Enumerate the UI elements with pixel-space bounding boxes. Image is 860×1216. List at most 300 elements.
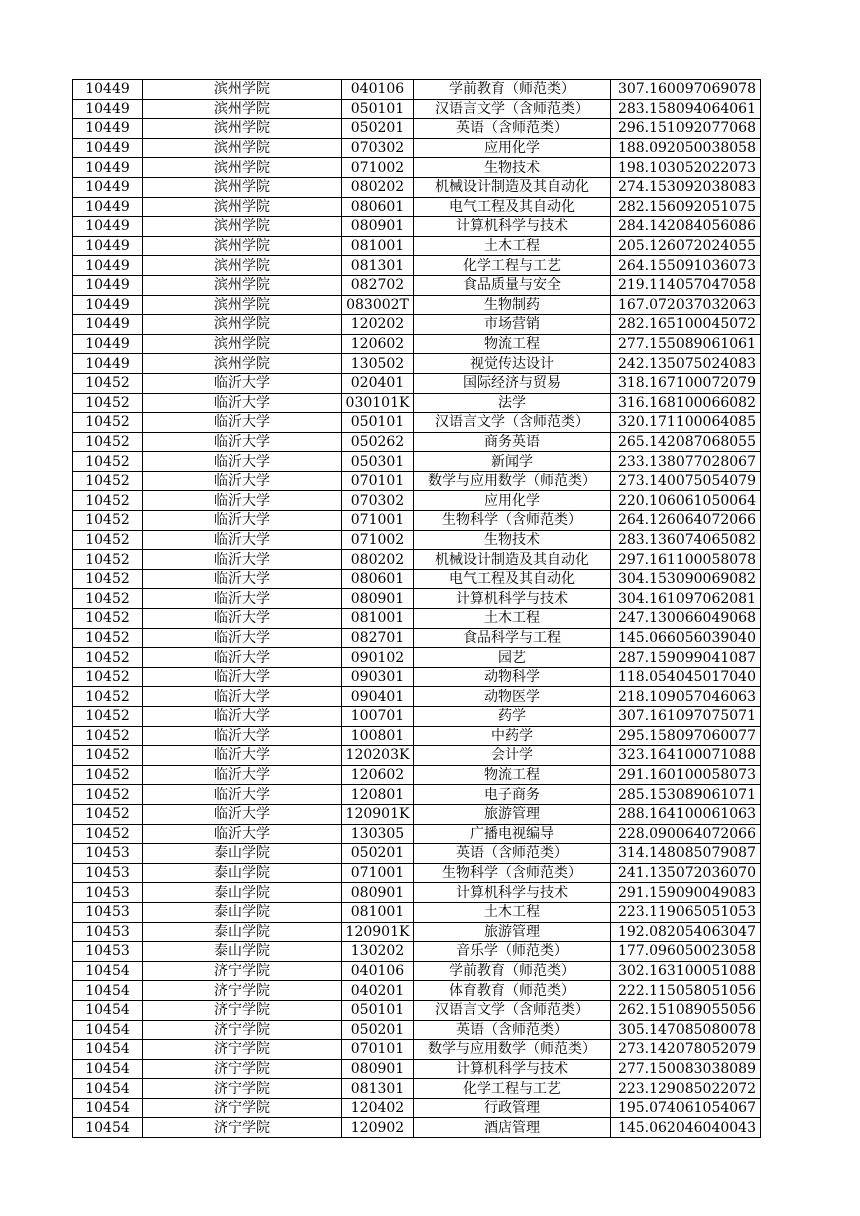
major-name-cell: 计算机科学与技术 bbox=[414, 589, 611, 609]
table-row bbox=[73, 1040, 761, 1060]
score-cell: 305.147085080078 bbox=[611, 1020, 761, 1040]
major-code-cell: 081301 bbox=[342, 256, 414, 276]
major-code-cell: 130502 bbox=[342, 354, 414, 374]
major-name-cell: 应用化学 bbox=[414, 491, 611, 511]
school-code-cell: 10452 bbox=[73, 804, 143, 824]
school-code-cell: 10452 bbox=[73, 373, 143, 393]
university-name-cell: 临沂大学 bbox=[143, 765, 342, 785]
score-cell: 228.090064072066 bbox=[611, 824, 761, 844]
table-row bbox=[73, 550, 761, 570]
university-name-cell: 滨州学院 bbox=[143, 334, 342, 354]
major-code-cell: 071001 bbox=[342, 511, 414, 531]
score-cell: 177.096050023058 bbox=[611, 942, 761, 962]
score-cell: 307.161097075071 bbox=[611, 707, 761, 727]
data-table bbox=[72, 79, 761, 1138]
university-name-cell: 临沂大学 bbox=[143, 491, 342, 511]
score-cell: 323.164100071088 bbox=[611, 746, 761, 766]
major-code-cell: 090401 bbox=[342, 687, 414, 707]
score-cell: 195.074061054067 bbox=[611, 1098, 761, 1118]
school-code-cell: 10453 bbox=[73, 922, 143, 942]
major-name-cell: 广播电视编导 bbox=[414, 824, 611, 844]
school-code-cell: 10449 bbox=[73, 315, 143, 335]
table-row bbox=[73, 530, 761, 550]
school-code-cell: 10449 bbox=[73, 99, 143, 119]
score-cell: 316.168100066082 bbox=[611, 393, 761, 413]
school-code-cell: 10449 bbox=[73, 236, 143, 256]
major-code-cell: 120402 bbox=[342, 1098, 414, 1118]
score-cell: 277.155089061061 bbox=[611, 334, 761, 354]
score-cell: 291.160100058073 bbox=[611, 765, 761, 785]
school-code-cell: 10452 bbox=[73, 452, 143, 472]
major-code-cell: 071002 bbox=[342, 530, 414, 550]
major-code-cell: 080901 bbox=[342, 1059, 414, 1079]
major-code-cell: 050201 bbox=[342, 119, 414, 139]
score-cell: 295.158097060077 bbox=[611, 726, 761, 746]
major-name-cell: 生物科学（含师范类） bbox=[414, 511, 611, 531]
table-row bbox=[73, 707, 761, 727]
school-code-cell: 10452 bbox=[73, 550, 143, 570]
score-cell: 247.130066049068 bbox=[611, 609, 761, 629]
school-code-cell: 10453 bbox=[73, 942, 143, 962]
table-row bbox=[73, 628, 761, 648]
table-row bbox=[73, 824, 761, 844]
score-cell: 192.082054063047 bbox=[611, 922, 761, 942]
school-code-cell: 10454 bbox=[73, 1098, 143, 1118]
table-row bbox=[73, 138, 761, 158]
school-code-cell: 10453 bbox=[73, 902, 143, 922]
major-name-cell: 市场营销 bbox=[414, 315, 611, 335]
university-name-cell: 滨州学院 bbox=[143, 256, 342, 276]
school-code-cell: 10452 bbox=[73, 511, 143, 531]
university-name-cell: 临沂大学 bbox=[143, 413, 342, 433]
university-name-cell: 滨州学院 bbox=[143, 138, 342, 158]
table-row bbox=[73, 177, 761, 197]
score-cell: 167.072037032063 bbox=[611, 295, 761, 315]
school-code-cell: 10452 bbox=[73, 785, 143, 805]
major-code-cell: 081001 bbox=[342, 236, 414, 256]
major-code-cell: 020401 bbox=[342, 373, 414, 393]
university-name-cell: 济宁学院 bbox=[143, 961, 342, 981]
major-name-cell: 土木工程 bbox=[414, 902, 611, 922]
table-row bbox=[73, 119, 761, 139]
university-name-cell: 滨州学院 bbox=[143, 177, 342, 197]
score-cell: 145.066056039040 bbox=[611, 628, 761, 648]
table-row bbox=[73, 942, 761, 962]
school-code-cell: 10452 bbox=[73, 589, 143, 609]
university-name-cell: 济宁学院 bbox=[143, 1020, 342, 1040]
table-row bbox=[73, 765, 761, 785]
score-cell: 264.126064072066 bbox=[611, 511, 761, 531]
score-cell: 277.150083038089 bbox=[611, 1059, 761, 1079]
school-code-cell: 10449 bbox=[73, 217, 143, 237]
major-code-cell: 120901K bbox=[342, 804, 414, 824]
major-code-cell: 070302 bbox=[342, 138, 414, 158]
score-cell: 283.158094064061 bbox=[611, 99, 761, 119]
school-code-cell: 10454 bbox=[73, 1118, 143, 1138]
table-row bbox=[73, 354, 761, 374]
major-name-cell: 学前教育（师范类） bbox=[414, 961, 611, 981]
major-code-cell: 082702 bbox=[342, 275, 414, 295]
score-cell: 262.151089055056 bbox=[611, 1000, 761, 1020]
table-row bbox=[73, 99, 761, 119]
major-code-cell: 050201 bbox=[342, 1020, 414, 1040]
school-code-cell: 10449 bbox=[73, 177, 143, 197]
university-name-cell: 济宁学院 bbox=[143, 981, 342, 1001]
table-row bbox=[73, 275, 761, 295]
school-code-cell: 10454 bbox=[73, 1079, 143, 1099]
score-cell: 320.171100064085 bbox=[611, 413, 761, 433]
major-name-cell: 电气工程及其自动化 bbox=[414, 197, 611, 217]
major-name-cell: 中药学 bbox=[414, 726, 611, 746]
table-row bbox=[73, 80, 761, 100]
table-row bbox=[73, 785, 761, 805]
table-row bbox=[73, 373, 761, 393]
major-name-cell: 汉语言文学（含师范类） bbox=[414, 99, 611, 119]
university-name-cell: 临沂大学 bbox=[143, 667, 342, 687]
major-code-cell: 130202 bbox=[342, 942, 414, 962]
school-code-cell: 10449 bbox=[73, 256, 143, 276]
school-code-cell: 10452 bbox=[73, 628, 143, 648]
university-name-cell: 济宁学院 bbox=[143, 1118, 342, 1138]
score-cell: 314.148085079087 bbox=[611, 844, 761, 864]
school-code-cell: 10449 bbox=[73, 80, 143, 100]
score-cell: 291.159090049083 bbox=[611, 883, 761, 903]
university-name-cell: 滨州学院 bbox=[143, 354, 342, 374]
score-cell: 284.142084056086 bbox=[611, 217, 761, 237]
major-code-cell: 040106 bbox=[342, 80, 414, 100]
university-name-cell: 泰山学院 bbox=[143, 883, 342, 903]
score-cell: 304.153090069082 bbox=[611, 569, 761, 589]
table-row bbox=[73, 981, 761, 1001]
university-name-cell: 滨州学院 bbox=[143, 99, 342, 119]
score-cell: 273.142078052079 bbox=[611, 1040, 761, 1060]
university-name-cell: 滨州学院 bbox=[143, 158, 342, 178]
score-cell: 282.165100045072 bbox=[611, 315, 761, 335]
major-code-cell: 080601 bbox=[342, 569, 414, 589]
school-code-cell: 10452 bbox=[73, 569, 143, 589]
score-cell: 220.106061050064 bbox=[611, 491, 761, 511]
school-code-cell: 10449 bbox=[73, 119, 143, 139]
major-code-cell: 090102 bbox=[342, 648, 414, 668]
table-row bbox=[73, 471, 761, 491]
table-row bbox=[73, 1059, 761, 1079]
table-row bbox=[73, 883, 761, 903]
major-code-cell: 040106 bbox=[342, 961, 414, 981]
major-name-cell: 土木工程 bbox=[414, 236, 611, 256]
major-name-cell: 电气工程及其自动化 bbox=[414, 569, 611, 589]
major-name-cell: 机械设计制造及其自动化 bbox=[414, 550, 611, 570]
score-cell: 318.167100072079 bbox=[611, 373, 761, 393]
table-row bbox=[73, 315, 761, 335]
major-name-cell: 食品质量与安全 bbox=[414, 275, 611, 295]
university-name-cell: 临沂大学 bbox=[143, 550, 342, 570]
table-row bbox=[73, 491, 761, 511]
university-name-cell: 滨州学院 bbox=[143, 217, 342, 237]
major-name-cell: 生物技术 bbox=[414, 158, 611, 178]
major-code-cell: 120602 bbox=[342, 765, 414, 785]
school-code-cell: 10452 bbox=[73, 726, 143, 746]
major-name-cell: 旅游管理 bbox=[414, 804, 611, 824]
major-name-cell: 电子商务 bbox=[414, 785, 611, 805]
university-name-cell: 临沂大学 bbox=[143, 804, 342, 824]
university-name-cell: 泰山学院 bbox=[143, 902, 342, 922]
school-code-cell: 10449 bbox=[73, 334, 143, 354]
table-row bbox=[73, 922, 761, 942]
major-name-cell: 体育教育（师范类） bbox=[414, 981, 611, 1001]
table-row bbox=[73, 1079, 761, 1099]
table-row bbox=[73, 902, 761, 922]
major-name-cell: 法学 bbox=[414, 393, 611, 413]
university-name-cell: 临沂大学 bbox=[143, 785, 342, 805]
school-code-cell: 10453 bbox=[73, 863, 143, 883]
score-cell: 264.155091036073 bbox=[611, 256, 761, 276]
major-code-cell: 071001 bbox=[342, 863, 414, 883]
table-row bbox=[73, 648, 761, 668]
score-cell: 287.159099041087 bbox=[611, 648, 761, 668]
major-code-cell: 083002T bbox=[342, 295, 414, 315]
major-name-cell: 数学与应用数学（师范类） bbox=[414, 1040, 611, 1060]
major-code-cell: 120801 bbox=[342, 785, 414, 805]
major-code-cell: 071002 bbox=[342, 158, 414, 178]
school-code-cell: 10449 bbox=[73, 295, 143, 315]
major-name-cell: 动物科学 bbox=[414, 667, 611, 687]
major-code-cell: 080901 bbox=[342, 883, 414, 903]
university-name-cell: 济宁学院 bbox=[143, 1079, 342, 1099]
university-name-cell: 滨州学院 bbox=[143, 197, 342, 217]
university-name-cell: 济宁学院 bbox=[143, 1098, 342, 1118]
major-name-cell: 商务英语 bbox=[414, 432, 611, 452]
major-code-cell: 050201 bbox=[342, 844, 414, 864]
table-row bbox=[73, 158, 761, 178]
university-name-cell: 临沂大学 bbox=[143, 746, 342, 766]
school-code-cell: 10452 bbox=[73, 824, 143, 844]
table-row bbox=[73, 452, 761, 472]
university-name-cell: 泰山学院 bbox=[143, 942, 342, 962]
major-code-cell: 050101 bbox=[342, 99, 414, 119]
university-name-cell: 济宁学院 bbox=[143, 1000, 342, 1020]
major-code-cell: 040201 bbox=[342, 981, 414, 1001]
table-row bbox=[73, 511, 761, 531]
score-cell: 297.161100058078 bbox=[611, 550, 761, 570]
university-name-cell: 临沂大学 bbox=[143, 628, 342, 648]
major-code-cell: 050101 bbox=[342, 413, 414, 433]
table-row bbox=[73, 256, 761, 276]
table-row bbox=[73, 197, 761, 217]
table-row bbox=[73, 1020, 761, 1040]
school-code-cell: 10452 bbox=[73, 491, 143, 511]
major-code-cell: 081301 bbox=[342, 1079, 414, 1099]
school-code-cell: 10452 bbox=[73, 648, 143, 668]
university-name-cell: 临沂大学 bbox=[143, 569, 342, 589]
major-name-cell: 物流工程 bbox=[414, 765, 611, 785]
major-name-cell: 行政管理 bbox=[414, 1098, 611, 1118]
university-name-cell: 临沂大学 bbox=[143, 824, 342, 844]
school-code-cell: 10454 bbox=[73, 1040, 143, 1060]
school-code-cell: 10452 bbox=[73, 530, 143, 550]
major-name-cell: 计算机科学与技术 bbox=[414, 217, 611, 237]
university-name-cell: 滨州学院 bbox=[143, 295, 342, 315]
major-code-cell: 070101 bbox=[342, 471, 414, 491]
major-name-cell: 旅游管理 bbox=[414, 922, 611, 942]
university-name-cell: 临沂大学 bbox=[143, 589, 342, 609]
score-cell: 242.135075024083 bbox=[611, 354, 761, 374]
table-body bbox=[73, 80, 761, 1138]
major-code-cell: 120602 bbox=[342, 334, 414, 354]
school-code-cell: 10452 bbox=[73, 707, 143, 727]
score-cell: 307.160097069078 bbox=[611, 80, 761, 100]
score-cell: 118.054045017040 bbox=[611, 667, 761, 687]
university-name-cell: 滨州学院 bbox=[143, 80, 342, 100]
major-code-cell: 080202 bbox=[342, 177, 414, 197]
major-name-cell: 生物科学（含师范类） bbox=[414, 863, 611, 883]
table-row bbox=[73, 1098, 761, 1118]
major-name-cell: 视觉传达设计 bbox=[414, 354, 611, 374]
school-code-cell: 10452 bbox=[73, 687, 143, 707]
major-code-cell: 090301 bbox=[342, 667, 414, 687]
university-name-cell: 济宁学院 bbox=[143, 1040, 342, 1060]
major-name-cell: 数学与应用数学（师范类） bbox=[414, 471, 611, 491]
table-row bbox=[73, 1118, 761, 1138]
score-cell: 223.129085022072 bbox=[611, 1079, 761, 1099]
school-code-cell: 10449 bbox=[73, 275, 143, 295]
score-cell: 296.151092077068 bbox=[611, 119, 761, 139]
table-row bbox=[73, 863, 761, 883]
table-row bbox=[73, 432, 761, 452]
table-row bbox=[73, 726, 761, 746]
university-name-cell: 济宁学院 bbox=[143, 1059, 342, 1079]
major-name-cell: 药学 bbox=[414, 707, 611, 727]
major-code-cell: 130305 bbox=[342, 824, 414, 844]
major-code-cell: 120901K bbox=[342, 922, 414, 942]
school-code-cell: 10454 bbox=[73, 961, 143, 981]
university-name-cell: 临沂大学 bbox=[143, 687, 342, 707]
major-name-cell: 土木工程 bbox=[414, 609, 611, 629]
university-name-cell: 临沂大学 bbox=[143, 373, 342, 393]
score-cell: 285.153089061071 bbox=[611, 785, 761, 805]
major-code-cell: 030101K bbox=[342, 393, 414, 413]
university-name-cell: 滨州学院 bbox=[143, 236, 342, 256]
major-name-cell: 园艺 bbox=[414, 648, 611, 668]
table-row bbox=[73, 236, 761, 256]
score-cell: 288.164100061063 bbox=[611, 804, 761, 824]
table-row bbox=[73, 589, 761, 609]
score-cell: 223.119065051053 bbox=[611, 902, 761, 922]
school-code-cell: 10449 bbox=[73, 197, 143, 217]
major-code-cell: 082701 bbox=[342, 628, 414, 648]
major-code-cell: 080901 bbox=[342, 589, 414, 609]
major-name-cell: 会计学 bbox=[414, 746, 611, 766]
school-code-cell: 10452 bbox=[73, 471, 143, 491]
score-cell: 205.126072024055 bbox=[611, 236, 761, 256]
table-row bbox=[73, 746, 761, 766]
table-row bbox=[73, 217, 761, 237]
major-code-cell: 080601 bbox=[342, 197, 414, 217]
university-name-cell: 滨州学院 bbox=[143, 119, 342, 139]
school-code-cell: 10453 bbox=[73, 883, 143, 903]
major-code-cell: 100801 bbox=[342, 726, 414, 746]
table-row bbox=[73, 804, 761, 824]
score-cell: 222.115058051056 bbox=[611, 981, 761, 1001]
university-name-cell: 临沂大学 bbox=[143, 452, 342, 472]
major-code-cell: 050262 bbox=[342, 432, 414, 452]
university-name-cell: 滨州学院 bbox=[143, 315, 342, 335]
university-name-cell: 临沂大学 bbox=[143, 393, 342, 413]
school-code-cell: 10453 bbox=[73, 844, 143, 864]
score-cell: 302.163100051088 bbox=[611, 961, 761, 981]
table-row bbox=[73, 295, 761, 315]
school-code-cell: 10454 bbox=[73, 1020, 143, 1040]
university-name-cell: 临沂大学 bbox=[143, 511, 342, 531]
major-name-cell: 汉语言文学（含师范类） bbox=[414, 413, 611, 433]
table-row bbox=[73, 334, 761, 354]
score-cell: 283.136074065082 bbox=[611, 530, 761, 550]
major-code-cell: 080202 bbox=[342, 550, 414, 570]
score-cell: 273.140075054079 bbox=[611, 471, 761, 491]
major-name-cell: 新闻学 bbox=[414, 452, 611, 472]
score-cell: 265.142087068055 bbox=[611, 432, 761, 452]
school-code-cell: 10454 bbox=[73, 1000, 143, 1020]
score-cell: 188.092050038058 bbox=[611, 138, 761, 158]
score-cell: 218.109057046063 bbox=[611, 687, 761, 707]
major-name-cell: 化学工程与工艺 bbox=[414, 256, 611, 276]
table-row bbox=[73, 569, 761, 589]
university-name-cell: 临沂大学 bbox=[143, 432, 342, 452]
major-code-cell: 120203K bbox=[342, 746, 414, 766]
school-code-cell: 10452 bbox=[73, 609, 143, 629]
score-cell: 145.062046040043 bbox=[611, 1118, 761, 1138]
major-name-cell: 生物技术 bbox=[414, 530, 611, 550]
school-code-cell: 10449 bbox=[73, 138, 143, 158]
university-name-cell: 临沂大学 bbox=[143, 471, 342, 491]
table-row bbox=[73, 844, 761, 864]
table-row bbox=[73, 1000, 761, 1020]
score-cell: 304.161097062081 bbox=[611, 589, 761, 609]
major-name-cell: 英语（含师范类） bbox=[414, 1020, 611, 1040]
university-name-cell: 泰山学院 bbox=[143, 922, 342, 942]
major-code-cell: 081001 bbox=[342, 609, 414, 629]
major-code-cell: 081001 bbox=[342, 902, 414, 922]
major-code-cell: 050301 bbox=[342, 452, 414, 472]
score-cell: 198.103052022073 bbox=[611, 158, 761, 178]
table-row bbox=[73, 961, 761, 981]
university-name-cell: 临沂大学 bbox=[143, 707, 342, 727]
school-code-cell: 10454 bbox=[73, 981, 143, 1001]
major-name-cell: 生物制药 bbox=[414, 295, 611, 315]
score-cell: 274.153092038083 bbox=[611, 177, 761, 197]
score-cell: 233.138077028067 bbox=[611, 452, 761, 472]
school-code-cell: 10452 bbox=[73, 667, 143, 687]
school-code-cell: 10452 bbox=[73, 413, 143, 433]
major-code-cell: 070302 bbox=[342, 491, 414, 511]
score-cell: 241.135072036070 bbox=[611, 863, 761, 883]
major-code-cell: 080901 bbox=[342, 217, 414, 237]
school-code-cell: 10452 bbox=[73, 432, 143, 452]
table-row bbox=[73, 609, 761, 629]
major-name-cell: 英语（含师范类） bbox=[414, 844, 611, 864]
major-name-cell: 计算机科学与技术 bbox=[414, 1059, 611, 1079]
table-row bbox=[73, 413, 761, 433]
score-cell: 219.114057047058 bbox=[611, 275, 761, 295]
university-name-cell: 泰山学院 bbox=[143, 844, 342, 864]
major-name-cell: 学前教育（师范类） bbox=[414, 80, 611, 100]
major-name-cell: 音乐学（师范类） bbox=[414, 942, 611, 962]
university-name-cell: 临沂大学 bbox=[143, 726, 342, 746]
major-code-cell: 100701 bbox=[342, 707, 414, 727]
major-name-cell: 化学工程与工艺 bbox=[414, 1079, 611, 1099]
university-name-cell: 临沂大学 bbox=[143, 648, 342, 668]
table-row bbox=[73, 667, 761, 687]
major-name-cell: 食品科学与工程 bbox=[414, 628, 611, 648]
